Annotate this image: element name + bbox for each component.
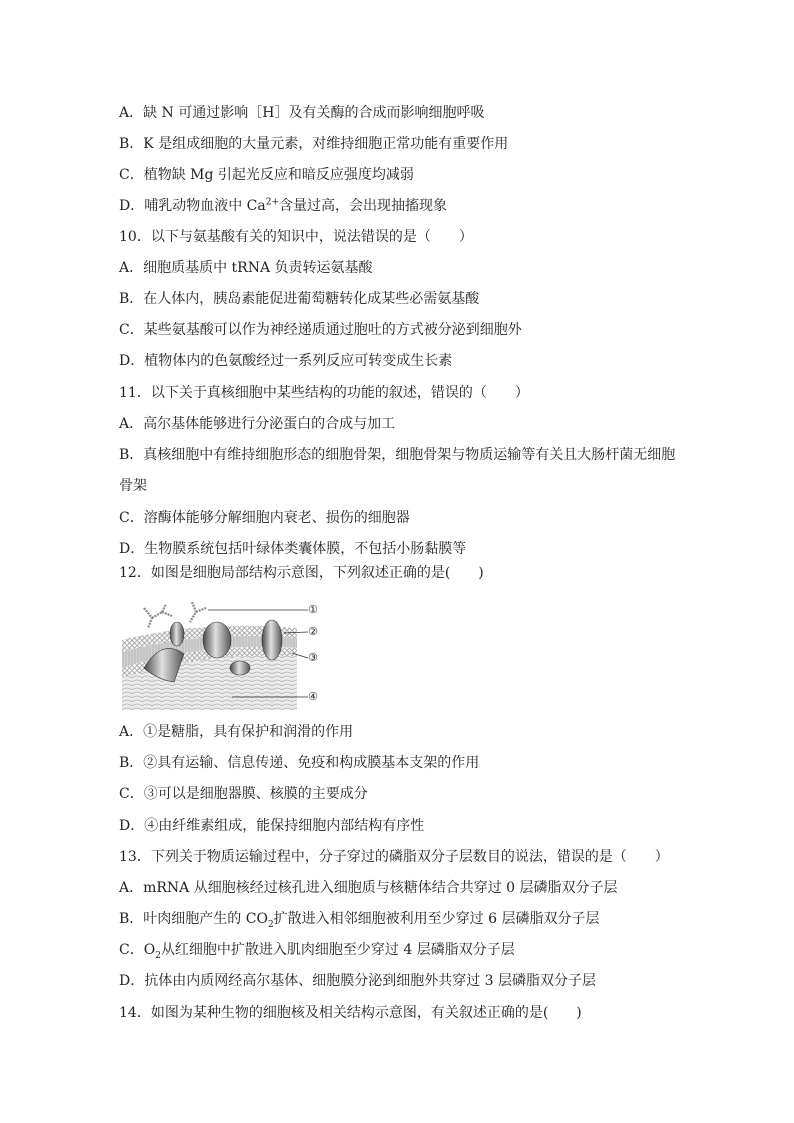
q13-option-c: C．$O_2$从红细胞中扩散进入肌肉细胞至少穿过 4 层磷脂双分子层 [119,942,515,961]
figure-label-1: ① [308,603,318,616]
q10-option-d: D．植物体内的色氨酸经过一系列反应可转变成生长素 [119,353,453,369]
figure-label-4: ④ [308,690,318,703]
q11-option-a: A．高尔基体能够进行分泌蛋白的合成与加工 [119,416,396,432]
q9-option-a: A．缺 N 可通过影响［H］及有关酶的合成而影响细胞呼吸 [119,105,485,121]
q14-stem: 14．如图为某种生物的细胞核及相关结构示意图，有关叙述正确的是( ) [119,1005,582,1021]
q12-option-d: D．④由纤维素组成，能保持细胞内部结构有序性 [119,818,425,834]
q12-option-a: A．①是糖脂，具有保护和润滑的作用 [119,724,354,740]
q10-option-c: C．某些氨基酸可以作为神经递质通过胞吐的方式被分泌到细胞外 [119,322,522,338]
figure-label-2: ② [308,625,318,638]
q11-option-c: C．溶酶体能够分解细胞内衰老、损伤的细胞器 [119,510,410,526]
q9-option-c: C．植物缺 Mg 引起光反应和暗反应强度均减弱 [119,167,414,183]
q11-option-d: D．生物膜系统包括叶绿体类囊体膜，不包括小肠黏膜等 [119,541,467,557]
q10-option-a: A．细胞质基质中 tRNA 负责转运氨基酸 [119,260,373,276]
q13-option-d: D．抗体由内质网经高尔基体、细胞膜分泌到细胞外共穿过 3 层磷脂双分子层 [119,973,597,989]
figure-label-3: ③ [308,651,318,664]
q10-stem: 10．以下与氨基酸有关的知识中，说法错误的是（ ） [119,229,473,245]
cell-membrane-figure [122,598,322,710]
q10-option-b: B．在人体内，胰岛素能促进葡萄糖转化成某些必需氨基酸 [119,291,480,307]
q9-option-d: D．哺乳动物血液中 $Ca^{2+}$含量过高，会出现抽搐现象 [119,197,448,214]
q11-option-b-line1: B．真核细胞中有维持细胞形态的细胞骨架，细胞骨架与物质运输等有关且大肠杆菌无细胞 [119,447,676,463]
q12-stem: 12．如图是细胞局部结构示意图，下列叙述正确的是( ) [119,565,484,581]
q9-option-b: B．K 是组成细胞的大量元素，对维持细胞正常功能有重要作用 [119,136,509,152]
q11-stem: 11．以下关于真核细胞中某些结构的功能的叙述，错误的（ ） [119,385,529,401]
q12-option-b: B．②具有运输、信息传递、免疫和构成膜基本支架的作用 [119,755,480,771]
q13-option-b: B．叶肉细胞产生的 $CO_2$扩散进入相邻细胞被利用至少穿过 6 层磷脂双分子层 [119,911,600,930]
q13-option-a: A．mRNA 从细胞核经过核孔进入细胞质与核糖体结合共穿过 0 层磷脂双分子层 [119,880,618,896]
q13-stem: 13．下列关于物质运输过程中，分子穿过的磷脂双分子层数目的说法，错误的是（ ） [119,849,669,865]
q12-option-c: C．③可以是细胞器膜、核膜的主要成分 [119,786,368,802]
q11-option-b-line2: 骨架 [119,478,147,494]
